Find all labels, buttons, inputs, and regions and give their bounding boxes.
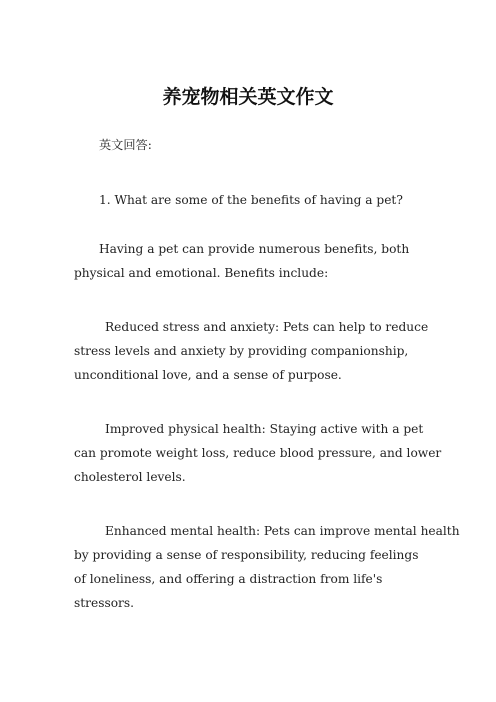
mental-line-1: Enhanced mental health: Pets can improve mental health [105, 524, 460, 538]
document-title: 养宠物相关英文作文 [162, 86, 334, 108]
intro-line-1: Having a pet can provide numerous benefits, both [99, 242, 410, 256]
mental-line-3: of loneliness, and offering a distraction from life's [74, 572, 383, 586]
physical-line-1: Improved physical health: Staying active with a pet [105, 422, 424, 436]
section-heading: 英文回答: [99, 138, 152, 152]
stress-line-2: stress levels and anxiety by providing companionship, [74, 344, 409, 358]
intro-line-2: physical and emotional. Benefits include: [74, 266, 329, 280]
mental-line-4: stressors. [74, 596, 134, 610]
physical-line-2: can promote weight loss, reduce blood pressure, and lower [74, 446, 442, 460]
stress-line-3: unconditional love, and a sense of purpose. [74, 368, 342, 382]
stress-line-1: Reduced stress and anxiety: Pets can help to reduce [105, 320, 429, 334]
mental-line-2: by providing a sense of responsibility, reducing feelings [74, 548, 419, 562]
question-line: 1. What are some of the benefits of having a pet? [99, 193, 403, 207]
physical-line-3: cholesterol levels. [74, 470, 186, 484]
